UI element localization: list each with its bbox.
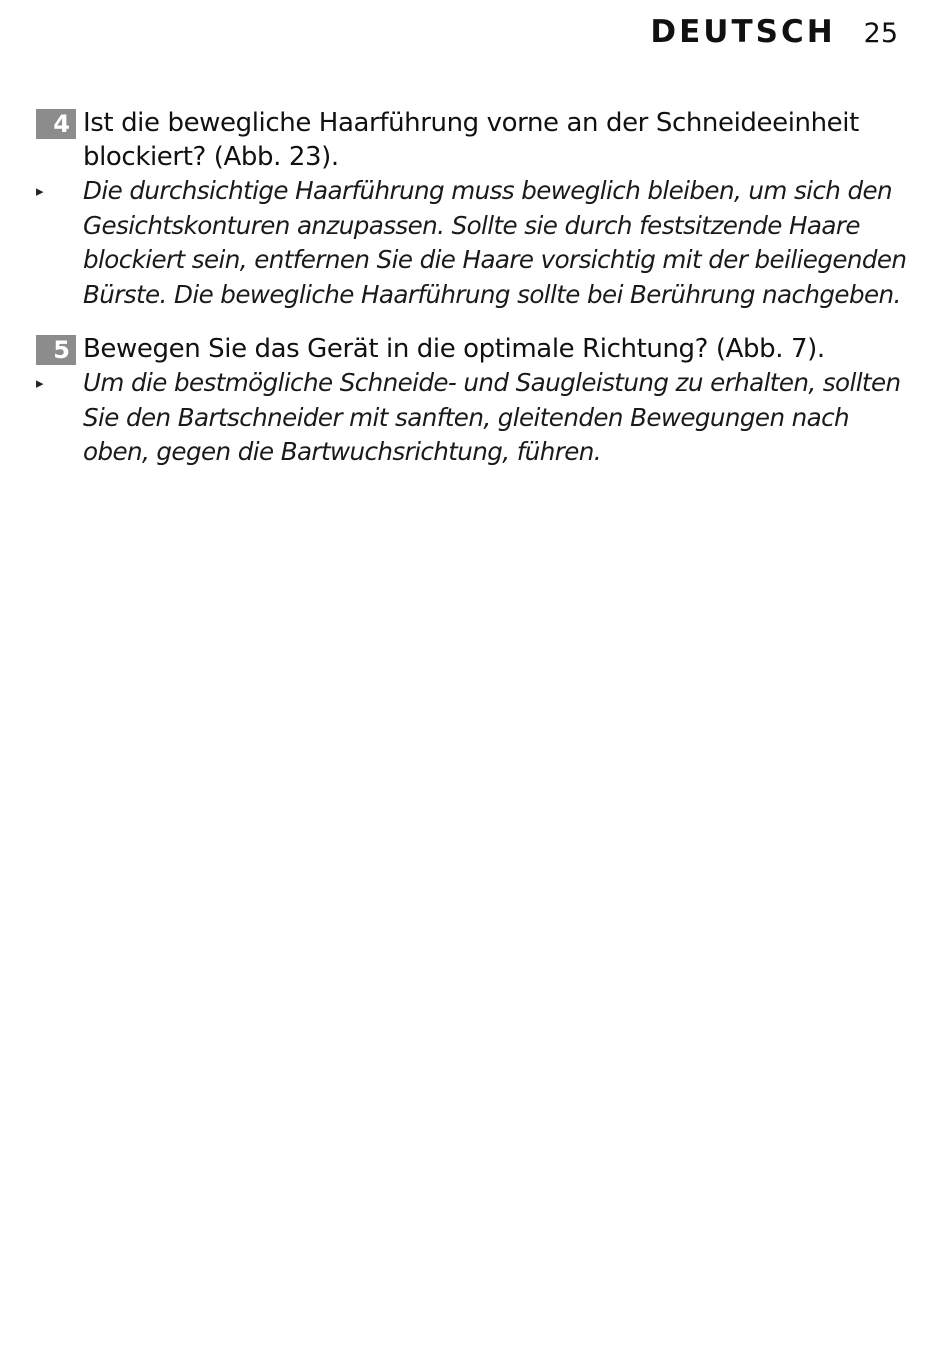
step-heading [36,106,916,174]
page-header [650,14,898,50]
step-bullet [36,174,916,312]
bullet-arrow-icon: ▸ [36,374,44,392]
step-number-badge: 5 [36,335,76,365]
bullet-text: Die durchsichtige Haarführung muss beweglich bleiben, um sich den Gesichtskonturen anzupassen. Sollte sie durch festsitzende Haare blockiert sein, entfernen Sie die Haare vorsichtig mit der beiliegenden Bürste. Die bewegliche Haarführung sollte bei Berührung nachgeben. [83,176,907,309]
step-heading [36,332,916,366]
section-language-title: DEUTSCH [650,14,836,50]
step-title: Ist die bewegliche Haarführung vorne an der Schneideeinheit blockiert? (Abb. 23). [83,108,859,172]
step-item [36,332,916,470]
step-number-badge: 4 [36,109,76,139]
step-title: Bewegen Sie das Gerät in die optimale Richtung? (Abb. 7). [83,334,825,364]
step-bullet [36,366,916,470]
bullet-text: Um die bestmögliche Schneide- und Saugleistung zu erhalten, sollten Sie den Bartschneider mit sanften, gleitenden Bewegungen nach oben, gegen die Bartwuchsrichtung, führen. [83,368,901,466]
page-content [36,106,916,490]
bullet-arrow-icon: ▸ [36,182,44,200]
page-number: 25 [863,18,898,49]
step-item [36,106,916,312]
